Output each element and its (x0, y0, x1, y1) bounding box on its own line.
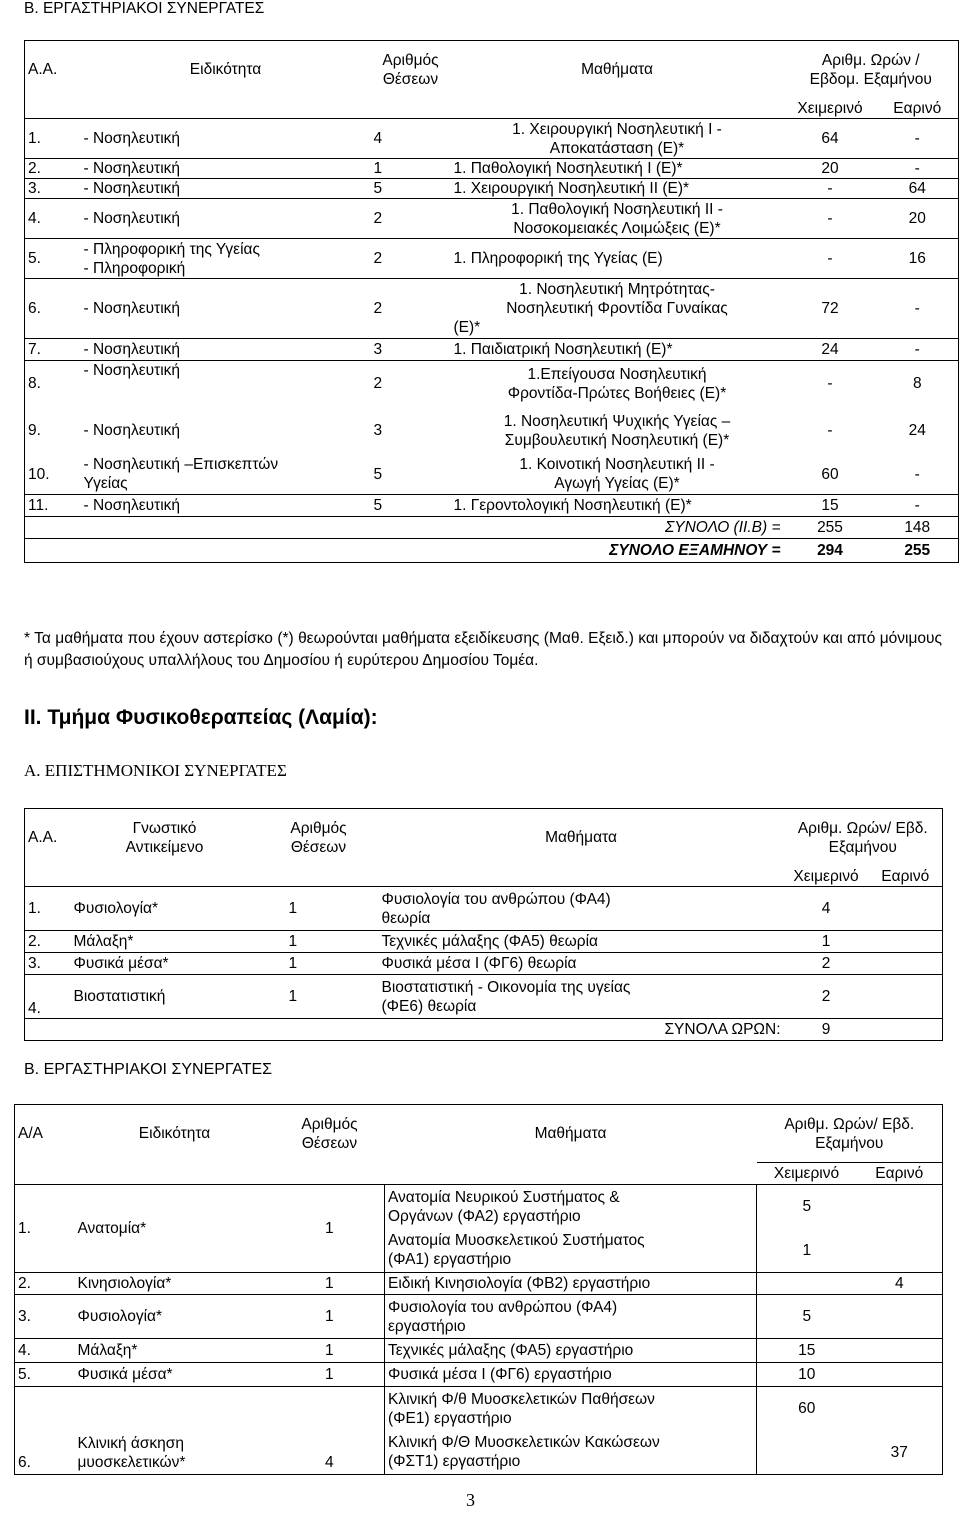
table-row: 3. Φυσιολογία* 1 Φυσιολογία του ανθρώπου (ΦΑ4) εργαστήριο 5 (15, 1295, 943, 1339)
page-number: 3 (466, 1490, 475, 1510)
header-spring: Εαρινό (869, 867, 943, 887)
section-title-physiotherapy: ΙΙ. Τμήμα Φυσικοθεραπείας (Λαμία): (24, 706, 378, 729)
table-row: 2. - Νοσηλευτική 1 1. Παθολογική Νοσηλευτική Ι (Ε)* 20 - (25, 159, 959, 179)
table-row: 10. - Νοσηλευτική –Επισκεπτών Υγείας 5 1. Κοινοτική Νοσηλευτική ΙΙ - Αγωγή Υγείας (Ε)* 60 - (25, 455, 959, 495)
table-row: 8. - Νοσηλευτική 2 1.Επείγουσα Νοσηλευτική Φροντίδα-Πρώτες Βοήθειες (Ε)* - 8 (25, 361, 959, 407)
grand-total-row: ΣΥΝΟΛΟ ΕΞΑΜΗΝΟΥ = 294 255 (25, 539, 959, 563)
total-row: ΣΥΝΟΛΟ (ΙΙ.Β) = 255 148 (25, 517, 959, 539)
header-positions: Αριθμός Θέσεων (259, 809, 379, 867)
table-row: 4. Βιοστατιστική 1 Βιοστατιστική - Οικονομία της υγείας (ΦΕ6) θεωρία 2 (25, 975, 943, 1019)
table-row: 11. - Νοσηλευτική 5 1. Γεροντολογική Νοσηλευτική (Ε)* 15 - (25, 495, 959, 517)
header-positions: Αριθμός Θέσεων (275, 1105, 385, 1163)
table-row: 2. Κινησιολογία* 1 Ειδική Κινησιολογία (ΦΒ2) εργαστήριο 4 (15, 1273, 943, 1295)
staff-table-scientific (24, 808, 943, 1041)
table-row: 3. Φυσικά μέσα* 1 Φυσικά μέσα Ι (ΦΓ6) θεωρία 2 (25, 953, 943, 975)
header-hours: Αριθμ. Ωρών/ Εβδ. Εξαμήνου (784, 809, 943, 867)
table-row: 4. - Νοσηλευτική 2 1. Παθολογική Νοσηλευτική ΙΙ - Νοσοκομειακές Λοιμώξεις (Ε)* - 20 (25, 199, 959, 239)
header-hours: Αριθμ. Ωρών / Εβδομ. Εξαμήνου (784, 41, 959, 99)
header-positions: Αριθμός Θέσεων (371, 41, 451, 99)
header-specialty: Ειδικότητα (81, 41, 371, 99)
table-row: 1. Ανατομία* 1 Ανατομία Νευρικού Συστήματος & Οργάνων (ΦΑ2) εργαστήριο 5 (15, 1185, 943, 1229)
header-specialty: Ειδικότητα (75, 1105, 275, 1163)
table-row: 7. - Νοσηλευτική 3 1. Παιδιατρική Νοσηλευτική (Ε)* 24 - (25, 339, 959, 361)
total-row: ΣΥΝΟΛΑ ΩΡΩΝ: 9 (25, 1019, 943, 1041)
table-row: 5. - Πληροφορική της Υγείας - Πληροφορική 2 1. Πληροφορική της Υγείας (Ε) - 16 (25, 239, 959, 279)
footnote: * Τα μαθήματα που έχουν αστερίσκο (*) θεωρούνται μαθήματα εξειδίκευσης (Μαθ. Εξειδ.) και μπορούν να διδαχτούν και από μόνιμους ή συμβασιούχους υπαλλήλους του Δημοσίου ή ευρύτερου Δημοσίου Τομέα. (24, 630, 942, 669)
header-winter: Χειμερινό (797, 99, 863, 117)
header-aa: Α/Α (15, 1105, 75, 1163)
header-spring: Εαρινό (857, 1163, 943, 1185)
header-courses: Μαθήματα (379, 809, 784, 867)
header-courses: Μαθήματα (451, 41, 784, 99)
table-row: 3. - Νοσηλευτική 5 1. Χειρουργική Νοσηλευτική ΙΙ (Ε)* - 64 (25, 179, 959, 199)
header-courses: Μαθήματα (385, 1105, 757, 1163)
section-title-a: Α. ΕΠΙΣΤΗΜΟΝΙΚΟΙ ΣΥΝΕΡΓΑΤΕΣ (24, 761, 287, 780)
staff-table-nursing (24, 40, 959, 563)
table-row: 9. - Νοσηλευτική 3 1. Νοσηλευτική Ψυχικής Υγείας – Συμβουλευτική Νοσηλευτική (Ε)* - 24 (25, 407, 959, 455)
header-hours: Αριθμ. Ωρών/ Εβδ. Εξαμήνου (757, 1105, 943, 1163)
table-row: 4. Μάλαξη* 1 Τεχνικές μάλαξης (ΦΑ5) εργαστήριο 15 (15, 1339, 943, 1363)
section-title-b2: Β. ΕΡΓΑΣΤΗΡΙΑΚΟΙ ΣΥΝΕΡΓΑΤΕΣ (24, 1061, 273, 1078)
table-row: 6. - Νοσηλευτική 2 1. Νοσηλευτική Μητρότητας- Νοσηλευτική Φροντίδα Γυναίκας (Ε)* 72 - (25, 279, 959, 339)
staff-table-lab (14, 1104, 943, 1475)
header-aa: Α.Α. (25, 809, 71, 867)
table-row: 5. Φυσικά μέσα* 1 Φυσικά μέσα Ι (ΦΓ6) εργαστήριο 10 (15, 1363, 943, 1387)
table-row: 2. Μάλαξη* 1 Τεχνικές μάλαξης (ΦΑ5) θεωρία 1 (25, 931, 943, 953)
table-row: 1. - Νοσηλευτική 4 1. Χειρουργική Νοσηλευτική Ι - Αποκατάσταση (Ε)* 64 - (25, 119, 959, 159)
header-aa: Α.Α. (25, 41, 81, 99)
table-row: Ανατομία Μυοσκελετικού Συστήματος (ΦΑ1) εργαστήριο 1 (15, 1229, 943, 1273)
table-row: Κλινική Φ/Θ Μυοσκελετικών Κακώσεων (ΦΣΤ1) εργαστήριο 37 (15, 1431, 943, 1475)
table-row: 1. Φυσιολογία* 1 Φυσιολογία του ανθρώπου (ΦΑ4) θεωρία 4 (25, 887, 943, 931)
header-spring: Εαρινό (877, 99, 959, 119)
header-winter: Χειμερινό (793, 867, 859, 885)
header-winter: Χειμερινό (757, 1163, 857, 1185)
section-title-b: Β. ΕΡΓΑΣΤΗΡΙΑΚΟΙ ΣΥΝΕΡΓΑΤΕΣ (24, 0, 265, 17)
header-subject: Γνωστικό Αντικείμενο (71, 809, 259, 867)
table-row: 6. Κλινική άσκηση μυοσκελετικών* 4 Κλινική Φ/θ Μυοσκελετικών Παθήσεων (ΦΕ1) εργαστήριο 60 (15, 1387, 943, 1431)
